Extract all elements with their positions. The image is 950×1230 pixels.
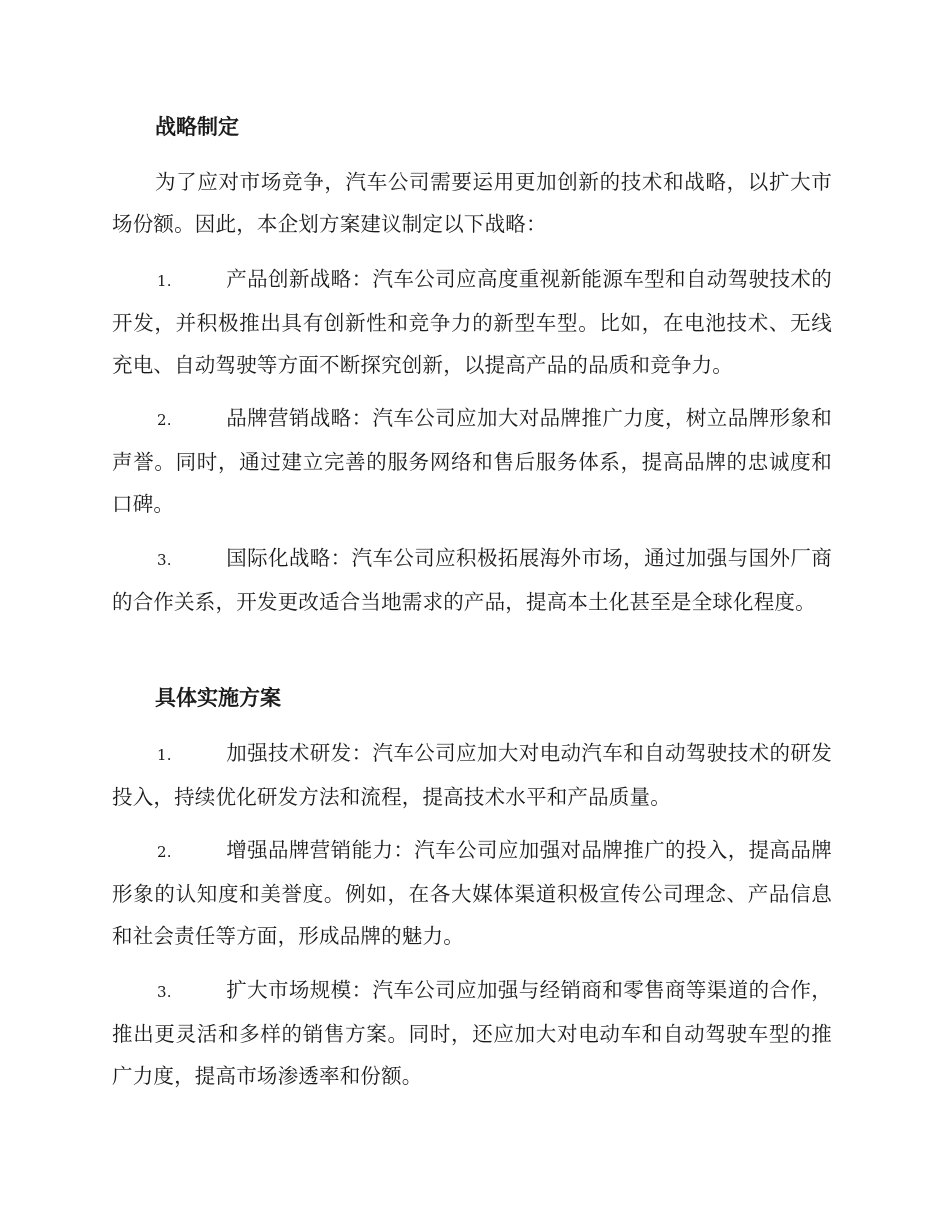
section-heading-strategy: 战略制定 [155,114,239,139]
implementation-item-1 [112,732,832,818]
list-item-text: 国际化战略：汽车公司应积极拓展海外市场，通过加强与国外厂商的合作关系，开发更改适合当地需求的产品，提高本土化甚至是全球化程度。 [112,546,832,614]
list-item-text: 加强技术研发：汽车公司应加大对电动汽车和自动驾驶技术的研发投入，持续优化研发方法和流程，提高技术水平和产品质量。 [112,741,832,809]
implementation-item-3 [112,969,832,1097]
section-heading-implementation: 具体实施方案 [155,685,281,710]
list-number: 2. [157,843,172,861]
implementation-item-2 [112,829,832,957]
list-number: 3. [157,983,172,1001]
list-item-text: 增强品牌营销能力：汽车公司应加强对品牌推广的投入，提高品牌形象的认知度和美誉度。例如，在各大媒体渠道积极宣传公司理念、产品信息和社会责任等方面，形成品牌的魅力。 [112,838,832,948]
list-item-text: 产品创新战略：汽车公司应高度重视新能源车型和自动驾驶技术的开发，并积极推出具有创新性和竞争力的新型车型。比如，在电池技术、无线充电、自动驾驶等方面不断探究创新，以提高产品的品质和竞争力。 [112,267,832,377]
list-item-text: 品牌营销战略：汽车公司应加大对品牌推广力度，树立品牌形象和声誉。同时，通过建立完善的服务网络和售后服务体系，提高品牌的忠诚度和口碑。 [112,406,832,516]
strategy-item-2 [112,397,832,525]
list-number: 2. [157,411,172,429]
list-item-text: 扩大市场规模：汽车公司应加强与经销商和零售商等渠道的合作，推出更灵活和多样的销售方案。同时，还应加大对电动车和自动驾驶车型的推广力度，提高市场渗透率和份额。 [112,978,832,1088]
list-number: 1. [157,746,172,764]
list-number: 3. [157,551,172,569]
list-number: 1. [157,272,172,290]
intro-paragraph: 为了应对市场竞争，汽车公司需要运用更加创新的技术和战略，以扩大市场份额。因此，本企划方案建议制定以下战略： [112,170,832,236]
strategy-item-3 [112,537,832,623]
strategy-item-1 [112,258,832,386]
